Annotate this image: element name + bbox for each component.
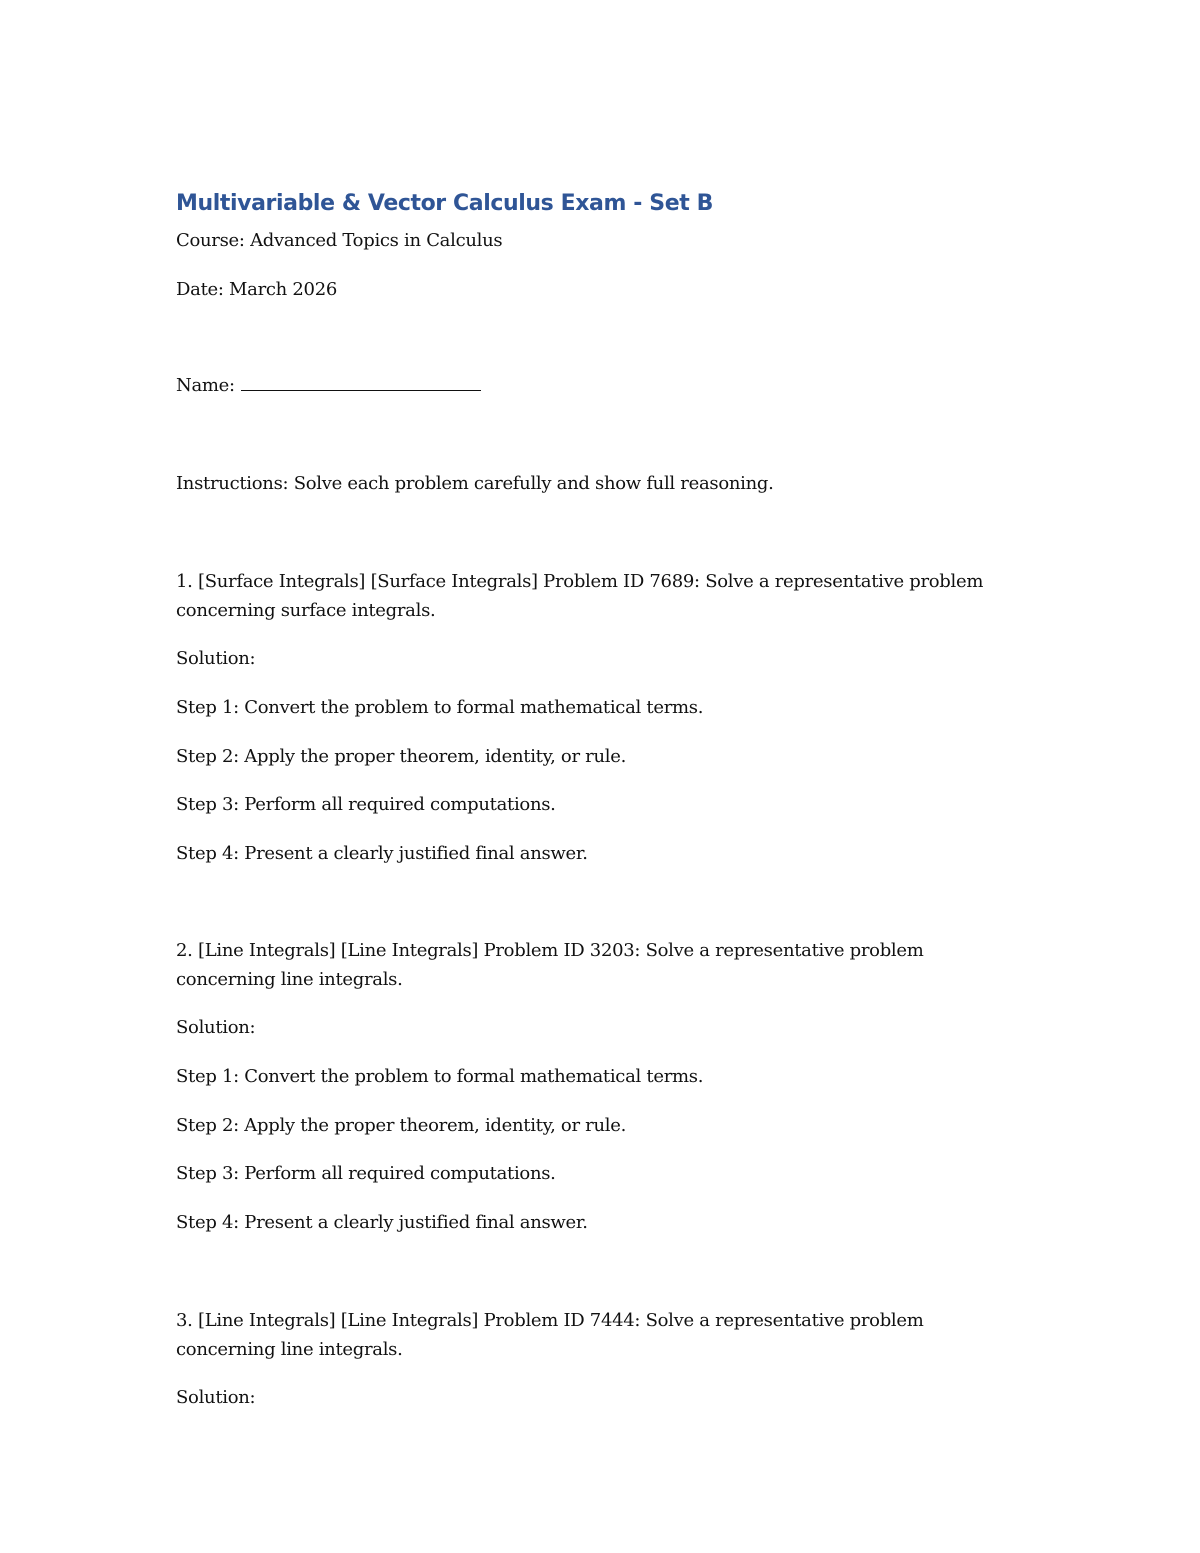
problem-1-statement-cont: concerning surface integrals. (176, 600, 436, 621)
problem-2-step-4: Step 4: Present a clearly justified final answer. (176, 1212, 588, 1233)
name-field (176, 371, 481, 400)
problem-2-statement-cont: concerning line integrals. (176, 969, 403, 990)
problem-3-statement-cont: concerning line integrals. (176, 1339, 403, 1360)
problem-2-step-1: Step 1: Convert the problem to formal mathematical terms. (176, 1066, 704, 1087)
problem-1-statement: 1. [Surface Integrals] [Surface Integrals] Problem ID 7689: Solve a representative problem (176, 571, 984, 592)
problem-1-step-2: Step 2: Apply the proper theorem, identity, or rule. (176, 746, 627, 767)
problem-3-statement: 3. [Line Integrals] [Line Integrals] Problem ID 7444: Solve a representative problem (176, 1310, 924, 1331)
problem-2-solution-label: Solution: (176, 1017, 256, 1038)
problem-1-solution-label: Solution: (176, 648, 256, 669)
name-label: Name: (176, 375, 235, 396)
problem-2-step-2: Step 2: Apply the proper theorem, identity, or rule. (176, 1115, 627, 1136)
course-line: Course: Advanced Topics in Calculus (176, 230, 503, 251)
problem-1-step-3: Step 3: Perform all required computations. (176, 794, 556, 815)
problem-2-statement: 2. [Line Integrals] [Line Integrals] Problem ID 3203: Solve a representative problem (176, 940, 924, 961)
name-blank-line (241, 372, 481, 391)
problem-1-step-1: Step 1: Convert the problem to formal mathematical terms. (176, 697, 704, 718)
problem-1-step-4: Step 4: Present a clearly justified final answer. (176, 843, 588, 864)
instructions: Instructions: Solve each problem carefully and show full reasoning. (176, 473, 774, 494)
date-line: Date: March 2026 (176, 279, 338, 300)
problem-3-solution-label: Solution: (176, 1387, 256, 1408)
exam-title: Multivariable & Vector Calculus Exam - Set B (176, 191, 713, 216)
problem-2-step-3: Step 3: Perform all required computations. (176, 1163, 556, 1184)
